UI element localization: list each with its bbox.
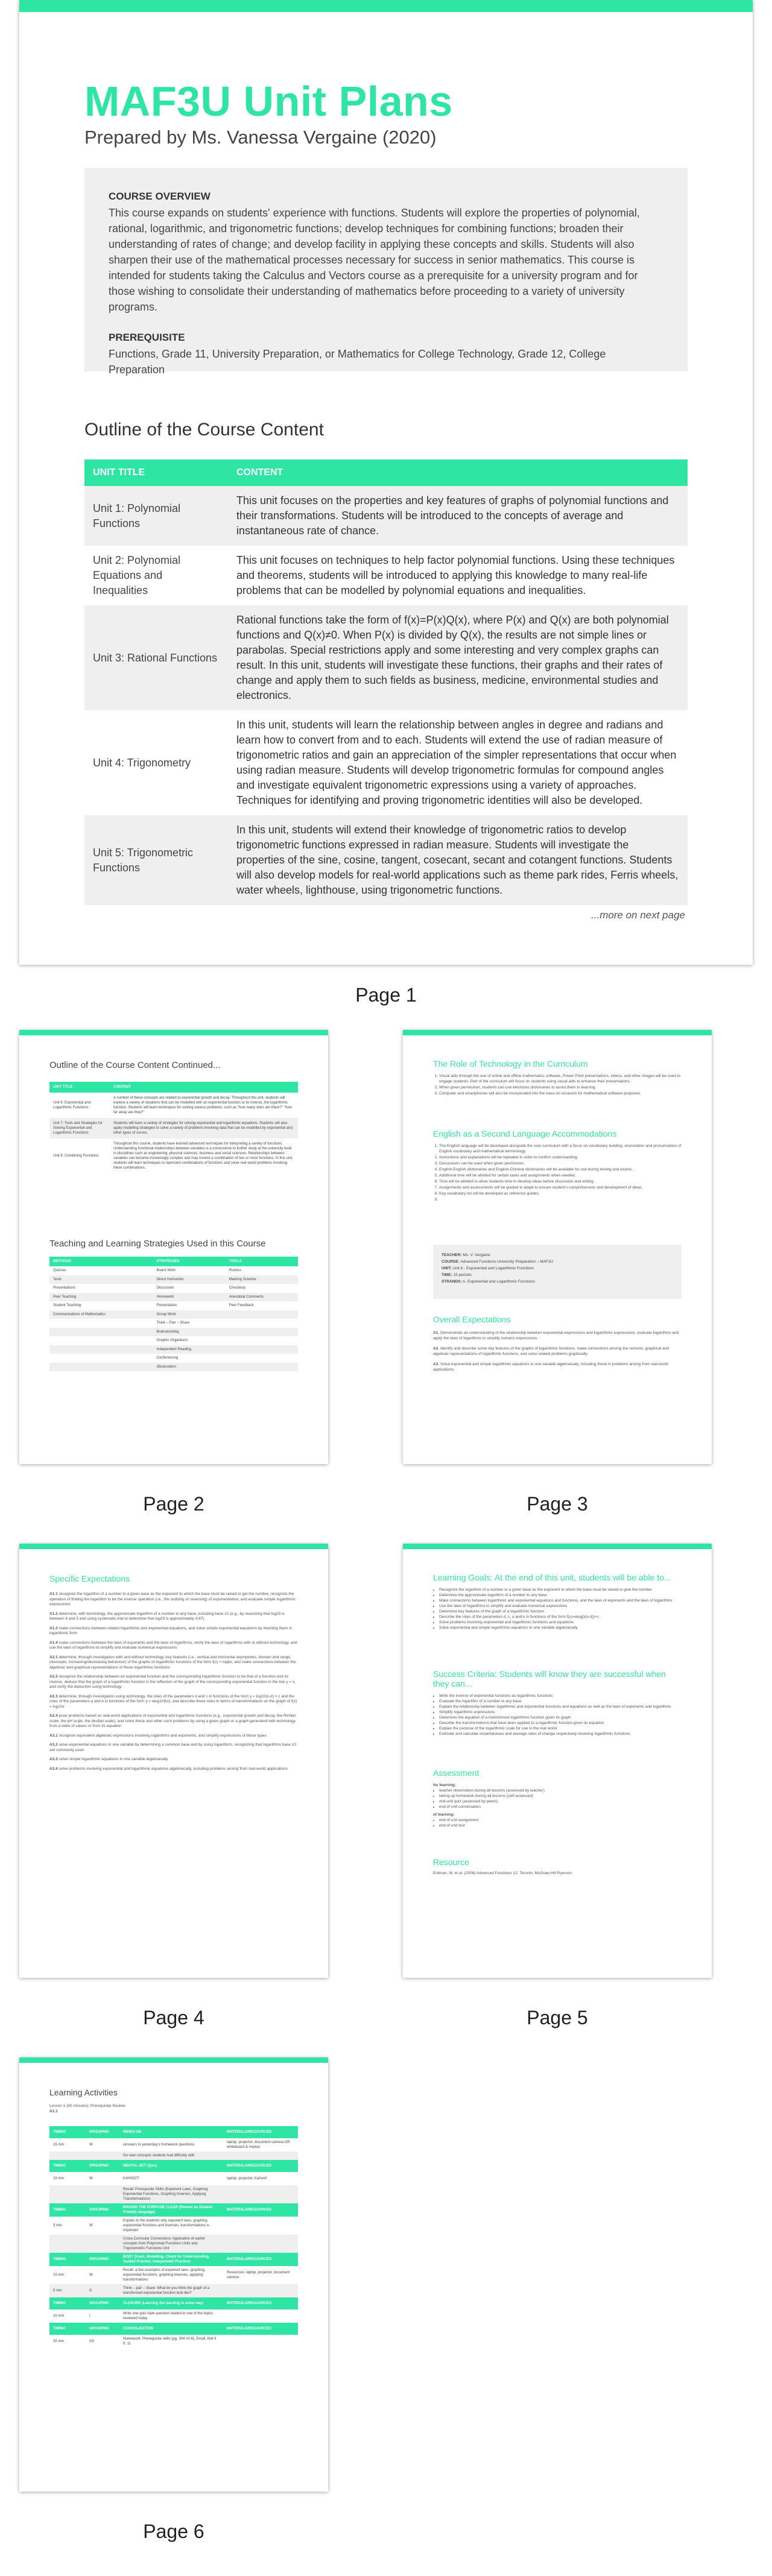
table-cell: KAHOOT! [119, 2172, 223, 2185]
list-item: 8. Key vocabulary list will be developed as reference guides. [439, 1191, 682, 1196]
table-cell: Write one quiz-style question related to one of the topics reviewed today [119, 2309, 223, 2323]
technology-heading: The Role of Technology in the Curriculum [433, 1059, 588, 1069]
esl-list [433, 1143, 682, 1202]
table-cell: Marking Scheme [226, 1275, 298, 1284]
list-item: • Simplify logarithmic expressions [439, 1709, 682, 1715]
table-cell: laptop, projector, document camera OR whiteboard & marker [223, 2138, 298, 2151]
table-cell [226, 1310, 298, 1319]
outline-continued-heading: Outline of the Course Content Continued... [49, 1060, 221, 1070]
unit-content: Throughout this course, students have learned advanced techniques for interpreting a variety of functions. Understanding functional relationships between variables is a cornerstone to further study at the university level in disciplines such as engineering, physical sciences, business and social sciences. Relationships between variables can become increasingly complex and may involve a combination of two or more functions. In this unit, students will learn techniques to represent combinations of functions and solve real-world problems involving these combinations. [113, 1142, 293, 1170]
table-row [49, 1293, 298, 1302]
list-item: • Estimate and calculate instantaneous and average rates of change respectively involving logarithmic functions [439, 1731, 682, 1737]
list-item: • mid-unit quiz (assessed by peers) [439, 1799, 682, 1804]
unit-outline-table [84, 459, 688, 905]
table-row [84, 546, 688, 605]
table-cell: Presentation [156, 1304, 177, 1308]
table-cell: W [86, 2217, 119, 2235]
table-cell [223, 2235, 298, 2253]
table-cell [223, 2335, 298, 2348]
table-cell [223, 2185, 298, 2203]
list-item: 6. Time will be allotted to allow students time to develop ideas before discussion and writing. [439, 1179, 682, 1184]
table-cell [49, 1354, 153, 1363]
table-cell: Communications of Mathematics [49, 1310, 153, 1319]
assessment-of-heading: of learning: [433, 1813, 455, 1817]
table-cell: Brainstorming [153, 1328, 226, 1337]
continued-note: ...more on next page [591, 909, 685, 921]
table-header-row [49, 1257, 298, 1266]
info-line: UNIT: Unit 6 - Exponential and Logarithmic Functions [441, 1266, 534, 1271]
learning-activities-heading: Learning Activities [49, 2088, 118, 2097]
strategies-heading: Teaching and Learning Strategies Used in this Course [49, 1239, 266, 1249]
table-cell: W [86, 2172, 119, 2185]
unit-content: A number of these concepts are related to exponential growth and decay. Throughout this unit, students will explore a variety of situations that can be modelled with an exponential function or its inverse, the logarithmic function. Students will learn techniques for solving various problems, such as "how many stars are there?" "how far away are they?" [113, 1096, 292, 1114]
expectation-item: A2. Identify and describe some key features of the graphs of logarithmic functions, make connections among the numeric, graphical and algebraic representations of logarithmic functions, and solve related problems graphically. [433, 1346, 669, 1356]
table-cell: Conferencing [156, 1356, 179, 1360]
list-item: • Solve problems involving exponential and logarithmic functions and equations [439, 1620, 682, 1625]
overview-heading: COURSE OVERVIEW [109, 191, 210, 202]
list-item: • taking up homework during all lessons (self-assessed) [439, 1793, 682, 1799]
list-item: A2.3 determine, through investigation using technology, the roles of the parameters d and c in functions of the form y = log10(x-d) + c and the roles of the parameters a and k in functions of the form y = alog10(kx), and describe these roles in terms of transformations on the graph of f(x) = log10x [49, 1694, 297, 1709]
table-header: TIMING [49, 2297, 86, 2309]
resource-text: Erdman, W. et al. (2008) Advanced Functions 12. Toronto: McGraw-Hill Ryerson [433, 1871, 572, 1875]
table-row [49, 1310, 298, 1319]
table-row [49, 2266, 298, 2284]
list-item: • Describe the transformations that have been applied to a logarithmic function given its equation [439, 1720, 682, 1726]
table-cell [86, 2185, 119, 2203]
unit-title: Unit 2: Polynomial Equations and Inequalities [84, 546, 228, 605]
table-row [49, 1275, 298, 1284]
table-cell: Checklists [229, 1286, 246, 1290]
table-row [49, 1301, 298, 1310]
table-header-row [49, 2203, 298, 2217]
table-cell [49, 2185, 86, 2203]
table-header: GROUPING [86, 2297, 119, 2309]
assessment-heading: Assessment [433, 1768, 479, 1778]
table-header-row [84, 459, 688, 486]
table-cell [49, 1345, 153, 1354]
document-subtitle: Prepared by Ms. Vanessa Vergaine (2020) [84, 127, 437, 148]
strategies-table [49, 1257, 298, 1371]
table-header: CLOSURE (Learning the learning in some way) [119, 2297, 223, 2309]
table-cell: Group Work [153, 1310, 226, 1319]
table-header: CONSOLIDATION [119, 2323, 223, 2335]
table-header: CONTENT [110, 1082, 298, 1093]
unit-content: This unit focuses on the properties and key features of graphs of polynomial functions and their transformations. Students will be introduced to the concepts of average and instantaneous rate of chance. [228, 486, 688, 546]
table-cell [223, 2217, 298, 2235]
table-header-row [49, 2323, 298, 2335]
list-item: A2.1 determine, through investigation with and without technology, key features (i.e., vertical and horizontal asymptotes, domain and range, intercepts, increasing/decreasing behaviour) of the graphs of logarithmic functions of the form f(x) = logbx, and make connections between the algebraic and graphical representations of these logarithmic functions [49, 1655, 296, 1670]
table-cell [226, 1336, 298, 1345]
table-header: GROUPING [86, 2203, 119, 2217]
list-item: • Determine key features of the graph of a logarithmic function [439, 1609, 682, 1614]
table-cell: Go over concepts students had difficulty with [119, 2151, 223, 2160]
table-header: MENTAL SET (Quiz) [119, 2160, 223, 2172]
table-header: MATERIALS/RESOURCES [223, 2323, 298, 2335]
table-row [49, 1345, 298, 1354]
table-cell: 5 min [49, 2284, 86, 2297]
table-cell: Presentations [53, 1286, 75, 1290]
list-item: • Make connections between logarithmic and exponential equations and functions, and the laws of exponents and the laws of logarithms [439, 1598, 682, 1603]
list-item: • Determine the equation of a transformed logarithmic function given its graph [439, 1715, 682, 1720]
table-row [49, 1284, 298, 1293]
list-item: 3. Discussions can be used when given permission. [439, 1161, 682, 1166]
list-item: • Use the laws of logarithms to simplify and evaluate numerical expressions [439, 1603, 682, 1609]
table-header: GROUPING [86, 2160, 119, 2172]
lesson-table [49, 2126, 298, 2348]
page-4 [19, 1544, 328, 1978]
table-cell: Resources: laptop, projector, document camera [223, 2266, 298, 2284]
table-cell: 15 min [49, 2266, 86, 2284]
learning-goals-section [433, 1573, 682, 1631]
list-item: 5. Additional time will be allotted for certain tasks and assignments when needed. [439, 1173, 682, 1178]
table-cell: Quizzes [53, 1269, 66, 1273]
accent-bar [403, 1544, 712, 1549]
resource-heading: Resource [433, 1857, 469, 1867]
success-criteria-section [433, 1669, 682, 1737]
table-row [49, 2138, 298, 2151]
unit-content: In this unit, students will extend their knowledge of trigonometric ratios to develop trigonometric functions expressed in radian measure. Students will investigate the properties of the sine, cosine, tangent, cosecant, secant and cotangent functions. Students will also develop models for real-world applications such as theme park rides, Ferris wheels, water wheels, lighthouse, using trigonometric functions. [228, 815, 688, 905]
info-line: TEACHER: Ms. V. Vergaine [441, 1253, 490, 1257]
accent-bar [403, 1030, 712, 1035]
table-row [49, 1266, 298, 1275]
table-cell [226, 1363, 298, 1372]
unit-title: Unit 5: Trigonometric Functions [84, 815, 228, 905]
overall-expectations-heading: Overall Expectations [433, 1315, 511, 1324]
table-cell: Recall: a few examples of exponent laws, graphing exponential functions, graphing inverses, applying transformations [119, 2266, 223, 2284]
list-item: 1. Visual aids through the use of online and offline mathematics software, Power Point presentations, videos, and other images will be used to engage students. Part of the curriculum will focus on students using visual aids to enhance their presentations. [439, 1073, 682, 1084]
table-cell: W [86, 2266, 119, 2284]
info-line: STRANDS: A. Exponential and Logarithmic Functions [441, 1280, 536, 1284]
table-cell [49, 1363, 153, 1372]
table-row [84, 710, 688, 815]
table-header: UNIT TITLE [49, 1082, 110, 1093]
table-row [49, 2235, 298, 2253]
unit-title: Unit 7: Tools and Strategies for Solving Exponential and Logarithmic Functions [49, 1118, 110, 1138]
unit-content: In this unit, students will learn the relationship between angles in degree and radians and learn how to convert from and to each. Students will extend the use of radian measure of trigonometric ratios and gain an appreciation of the simpler representations that occur when using radian measure. Students will develop trigonometric formulas for compound angles and investigate equivalent trigonometric expressions using a variety of approaches. Techniques for identifying and proving trigonometric identities will also be developed. [228, 710, 688, 815]
table-row [49, 2284, 298, 2297]
table-cell: Board Work [156, 1269, 176, 1273]
document-title: MAF3U Unit Plans [84, 78, 453, 125]
list-item: • Write the inverse of exponential functions as logarithmic functions [439, 1693, 682, 1699]
table-header: MATERIALS/RESOURCES [223, 2203, 298, 2217]
table-header: TIMING [49, 2203, 86, 2217]
technology-list [433, 1073, 682, 1096]
table-row [84, 815, 688, 905]
page-label-1: Page 1 [355, 984, 417, 1006]
table-header: GROUPING [86, 2253, 119, 2266]
table-cell: Answers to yesterday's homework questions [119, 2138, 223, 2151]
table-row [49, 1354, 298, 1363]
table-cell [223, 2284, 298, 2297]
expectation-item: A1. Demonstrate an understanding of the relationship between exponential expressions and logarithmic expressions, evaluate logarithms and apply the laws of logarithms to simplify numeric expressions. [433, 1331, 679, 1340]
table-row [49, 2217, 298, 2235]
unit-title: Unit 3: Rational Functions [84, 605, 228, 710]
page-3 [403, 1030, 712, 1464]
table-cell: laptop, projector, Kahoot! [223, 2172, 298, 2185]
table-row [49, 1328, 298, 1337]
table-cell: Observation [153, 1363, 226, 1372]
list-item: • Explain the relationship between logarithmic and exponential functions and equations as well as the laws of exponents and logarithms [439, 1704, 682, 1709]
list-item: A1.1 recognize the logarithm of a number to a given base as the exponent to which the base must be raised to get the number, recognize the operation of finding the logarithm to be the inverse operation (i.e., the undoing or reversing) of exponentiation, and evaluate simple logarithmic expressions [49, 1592, 296, 1606]
assessment-section [433, 1768, 682, 1828]
table-cell: Graphic Organizers [156, 1339, 188, 1343]
table-cell: Homework [153, 1293, 226, 1302]
table-cell: 15 min [49, 2138, 86, 2151]
table-row [49, 1363, 298, 1372]
page-label-2: Page 2 [143, 1493, 204, 1515]
list-item: 1. The English language will be developed alongside the core curriculum with a focus on vocabulary building, enunciation and pronunciation of English vocabulary and mathematical terminology. [439, 1143, 682, 1154]
table-header-row [49, 2126, 298, 2138]
page-label-6: Page 6 [143, 2521, 204, 2542]
table-cell: Independent Reading [153, 1345, 226, 1354]
unit-title: Unit 1: Polynomial Functions [84, 486, 228, 546]
table-cell: 15 min [49, 2172, 86, 2185]
page-5 [403, 1544, 712, 1978]
table-cell: Recall: Prerequisite Skills (Exponent Laws, Graphing Exponential Functions, Graphing Inverses, Applying Transformations) [119, 2185, 223, 2203]
page-label-3: Page 3 [527, 1493, 588, 1515]
info-line: COURSE: Advanced Functions University Preparation – MAF3U [441, 1260, 554, 1264]
table-cell [223, 2309, 298, 2323]
list-item: • Recognize the logarithm of a number to a given base as the exponent to which the base must be raised to give the number [439, 1587, 682, 1593]
list-item: • end of unit assignment [439, 1817, 682, 1823]
list-item: A2.4 pose problems based on real-world applications of exponential and logarithmic functions (e.g., exponential growth and decay, the Richter scale, the pH scale, the decibel scale), and solve these and other such problems by using a given graph or a graph generated with technology from a table of values or from its equation [49, 1714, 296, 1728]
assessment-for-list [433, 1788, 682, 1810]
table-row [49, 1138, 298, 1173]
table-cell: Discussion [156, 1286, 174, 1290]
specific-expectations-heading: Specific Expectations [49, 1574, 130, 1583]
table-row [49, 1319, 298, 1328]
table-row [49, 2151, 298, 2160]
table-row [49, 1336, 298, 1345]
list-item: A3.3 solve simple logarithmic equations in one variable algebraically [49, 1757, 168, 1761]
table-cell [223, 2151, 298, 2160]
unit-info-box [433, 1245, 682, 1299]
table-row [84, 486, 688, 546]
table-cell: 5 min [49, 2217, 86, 2235]
page-label-4: Page 4 [143, 2007, 204, 2028]
specific-expectations-list [49, 1592, 298, 1776]
unit-content: This unit focuses on techniques to help factor polynomial functions. Using these techniques and theorems, students will be introduced to applying this knowledge to many real-life problems that can be modelled by polynomial equations and inequalities. [228, 546, 688, 605]
table-header-row [49, 2297, 298, 2309]
table-cell: I [86, 2309, 119, 2323]
page-6 [19, 2057, 328, 2492]
learning-goals-heading: Learning Goals: At the end of this unit, students will be able to... [433, 1573, 671, 1582]
esl-section [433, 1129, 682, 1203]
table-header-row [49, 2253, 298, 2266]
accent-bar [19, 0, 753, 12]
course-overview-box [84, 168, 688, 376]
table-header: BODY (Input, Modelling, Check for Understanding, Guided Practice, Independent Practice) [119, 2253, 223, 2266]
table-header: MATERIALS/RESOURCES [223, 2253, 298, 2266]
info-line: TIME: 15 periods [441, 1273, 472, 1277]
table-cell: Peer Feedback [229, 1304, 254, 1308]
table-cell: Tests [49, 1275, 153, 1284]
list-item: 7. Assignments and assessments will be graded to adapt to ensure student's comprehension and development of ideas. [439, 1185, 682, 1190]
table-cell [49, 1336, 153, 1345]
table-cell [49, 1319, 153, 1328]
accent-bar [19, 2057, 328, 2063]
expectation-item: A3. Solve exponential and simple logarithmic equations in one variable algebraically, including those in problems arising from real-world applications. [433, 1362, 668, 1372]
table-cell [49, 2151, 86, 2160]
page-label-5: Page 5 [527, 2007, 588, 2028]
table-cell: Explain to the students why exponent laws, graphing exponential functions and inverses, transformations is important [119, 2217, 223, 2235]
list-item: A3.2 solve exponential equations in one variable by determining a common base and by using logarithms, recognizing that logarithms base 10 are commonly used [49, 1743, 297, 1752]
overview-text: This course expands on students' experience with functions. Students will explore the properties of polynomial, rational, logarithmic, and trigonometric functions; develop techniques for combining functions; broaden their understanding of rates of change; and develop facility in applying these concepts and skills. Students will also sharpen their use of the mathematical processes necessary for success in senior mathematics. This course is intended for students taking the Calculus and Vectors course as a prerequisite for a university program and for those wishing to consolidate their understanding of mathematics before proceeding to a variety of university programs. [109, 207, 640, 313]
table-cell: Peer Teaching [49, 1293, 153, 1302]
list-item: A3.1 recognize equivalent algebraic expressions involving logarithms and exponents, and simplify expressions of these types [49, 1733, 267, 1738]
assessment-of-list [433, 1817, 682, 1828]
unit-title: Unit 6: Exponential and Logarithmic Functions [53, 1101, 91, 1110]
prerequisite-text: Functions, Grade 11, University Preparation, or Mathematics for College Technology, Grade 12, College Preparation [109, 348, 606, 376]
table-header: MATERIALS/RESOURCES [223, 2160, 298, 2172]
table-header: TIMING [49, 2253, 86, 2266]
unit-content: Rational functions take the form of f(x)=P(x)Q(x), where P(x) and Q(x) are both polynomial functions and Q(x)≠0. When P(x) is divided by Q(x), the results are not simple lines or parabolas. Special restrictions apply and some interesting and very complex graphs can result. In this unit, students will investigate these functions, their graphs and their rates of change and apply them to such fields as business, medicine, environmental studies and electronics. [228, 605, 688, 710]
list-item: • end of unit test [439, 1823, 682, 1828]
accent-bar [19, 1544, 328, 1549]
esl-heading: English as a Second Language Accommodations [433, 1129, 617, 1138]
table-header: METHODS [49, 1257, 153, 1266]
unit-title: Unit 8: Combining Functions [53, 1154, 99, 1158]
table-header: MAKING THE PURPOSE CLEAR (Review as Student Friendly language) [119, 2203, 223, 2217]
table-row [49, 2185, 298, 2203]
learning-goals-list [433, 1587, 682, 1631]
table-cell: Rubrics [229, 1269, 242, 1273]
unit-content: Students will learn a variety of strategies for solving exponential and logarithmic equations. Students will also apply modelling strategies to solve a variety of problems involving data that can be modelled by exponential and other types of curves. [110, 1118, 298, 1138]
list-item: • end of unit conversation [439, 1804, 682, 1810]
table-row [49, 2335, 298, 2348]
table-cell [226, 1345, 298, 1354]
resource-section [433, 1857, 682, 1876]
lesson-title: Lesson 1 (60 minutes): Prerequisite Review [49, 2104, 125, 2108]
table-header: MATERIALS/RESOURCES [223, 2297, 298, 2309]
table-header: STRATEGIES [153, 1257, 226, 1266]
table-row [84, 605, 688, 710]
table-cell: Homework: Prerequisite skills (pg. 304 #2-6), Email, find 4 ft. 11 [119, 2335, 223, 2348]
unit-outline-table [49, 1082, 298, 1173]
page-1 [19, 0, 753, 965]
success-criteria-list [433, 1693, 682, 1737]
list-item: A1.4 make connections between the laws of exponents and the laws of logarithms, verify the laws of logarithms with or without technology, and use the laws of logarithms to simplify and evaluate numerical expressions [49, 1640, 297, 1650]
table-header: CONTENT [228, 459, 688, 486]
table-cell: I/G [86, 2335, 119, 2348]
success-criteria-heading: Success Criteria: Students will know they are successful when they can... [433, 1669, 666, 1688]
list-item: 4. English-English dictionaries and English-Chinese dictionaries will be available for use during testing and exams. [439, 1167, 682, 1172]
list-item: • Determine the approximate logarithm of a number to any base [439, 1593, 682, 1598]
table-header-row [49, 2160, 298, 2172]
list-item: A3.4 solve problems involving exponential and logarithmic equations algebraically, including problems arising from real-world applications [49, 1766, 288, 1771]
table-header: TOOLS [226, 1257, 298, 1266]
table-header: UNIT TITLE [84, 459, 228, 486]
list-item: • Solve exponential and simple logarithmic equations in one variable algebraically [439, 1625, 682, 1631]
table-row [49, 1118, 298, 1138]
lesson-expectation: A1.1 [49, 2109, 58, 2114]
table-header: TIMING [49, 2160, 86, 2172]
table-header: MATERIALS/RESOURCES [223, 2126, 298, 2138]
table-header-row [49, 1082, 298, 1093]
unit-title: Unit 4: Trigonometry [84, 710, 228, 815]
list-item: • teacher observation during all lessons (assessed by teacher) [439, 1788, 682, 1793]
prerequisite-heading: PREREQUISITE [109, 332, 185, 343]
table-cell [49, 1328, 153, 1337]
list-item: 2. Instructions and explanations will be repeated in order to confirm understanding. [439, 1155, 682, 1160]
table-cell: 20 min [49, 2335, 86, 2348]
table-cell [226, 1319, 298, 1328]
table-cell [86, 2151, 119, 2160]
table-cell: Cross-Curricular Connections: Application of earlier concepts from Polynomial Functions Units and Trigonometric Functions Unit [119, 2235, 223, 2253]
list-item: A1.3 make connections between related logarithmic and exponential equations, and solve simple exponential equations by rewriting them in logarithmic form [49, 1626, 293, 1635]
table-header: MINDS-ON [119, 2126, 223, 2138]
list-item: 2. When given permission, students can use electronic dictionaries to assist them in learning. [439, 1085, 682, 1090]
table-row [49, 2309, 298, 2323]
table-cell [226, 1354, 298, 1363]
table-cell: Anecdotal Comments [226, 1293, 298, 1302]
outline-heading: Outline of the Course Content [84, 420, 324, 440]
table-cell [86, 2235, 119, 2253]
table-cell: Student Teaching [53, 1304, 81, 1308]
lesson-meta [49, 2103, 125, 2114]
table-cell [226, 1328, 298, 1337]
table-cell: W [86, 2138, 119, 2151]
page-2 [19, 1030, 328, 1464]
table-row [49, 1093, 298, 1118]
list-item: • Explain the purpose of the logarithmic scale for use in the real world [439, 1726, 682, 1731]
overall-expectations-section [433, 1315, 682, 1377]
table-cell: 10 min [49, 2309, 86, 2323]
table-header: GROUPING [86, 2323, 119, 2335]
technology-section [433, 1059, 682, 1097]
table-cell [49, 2235, 86, 2253]
table-cell: G [86, 2284, 119, 2297]
table-header: TIMING [49, 2126, 86, 2138]
table-cell: Direct Instruction [153, 1275, 226, 1284]
table-cell: Think – Pair – Share [156, 1321, 190, 1325]
list-item: • Describe the roles of the parameters d, c, a and k in functions of the form f(x)=alog(k(x-d))+c [439, 1614, 682, 1620]
table-header: GROUPING [86, 2126, 119, 2138]
list-item: 3. Computer and smartphones will also be incorporated into the class on occasion for mathematical software purposes. [439, 1091, 682, 1096]
assessment-for-heading: for learning: [433, 1783, 456, 1787]
list-item: A1.2 determine, with technology, the approximate logarithm of a number to any base, including base 10 (e.g., by reasoning that log29 is between 4 and 5 and using systematic trial to determine that log29 is approximately 4.87) [49, 1611, 285, 1621]
list-item: A2.2 recognize the relationship between an exponential function and the corresponding logarithmic function to be that of a function and its inverse, deduce that the graph of a logarithmic function is the reflection of the graph of the corresponding exponential function in the line y = x, and verify the deduction using technology [49, 1675, 296, 1689]
list-item: • Evaluate the logarithm of a number to any base [439, 1699, 682, 1704]
list-item [439, 1197, 682, 1202]
table-row [49, 2172, 298, 2185]
accent-bar [19, 1030, 328, 1035]
table-header: TIMING [49, 2323, 86, 2335]
table-cell: Think – pair – share: What do you think the graph of a transformed exponential function look like? [119, 2284, 223, 2297]
